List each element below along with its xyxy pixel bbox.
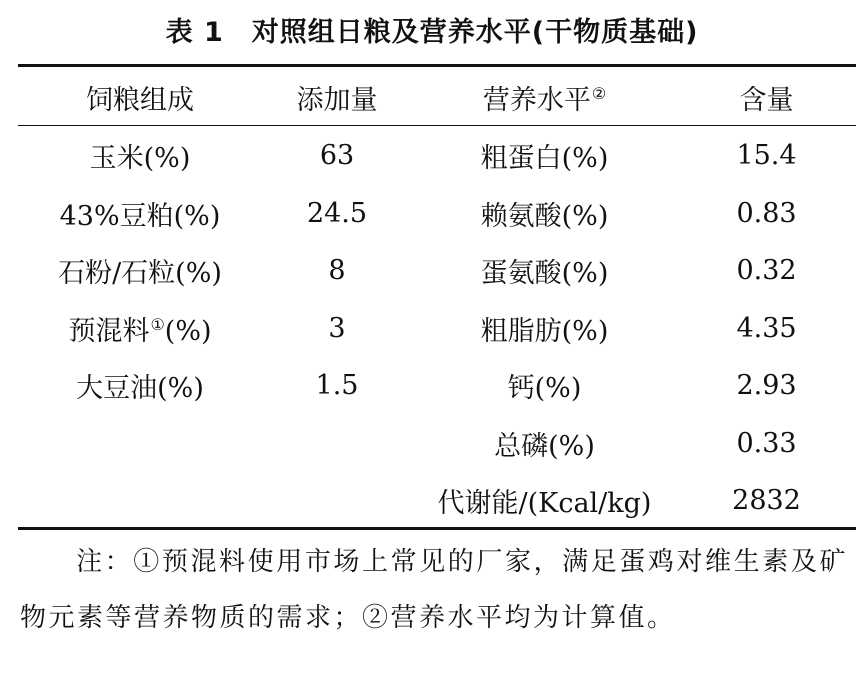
composition-label: 预混料 bbox=[68, 315, 150, 347]
cell-composition bbox=[18, 124, 262, 185]
cell-content: 0.32 bbox=[736, 255, 797, 287]
cell-content: 2.93 bbox=[736, 370, 797, 402]
table-row bbox=[18, 357, 856, 415]
header-composition: 饲粮组成 bbox=[86, 84, 194, 116]
cell-nutrient: 代谢能/(Kcal/kg) bbox=[437, 488, 652, 520]
cell-amount: 24.5 bbox=[306, 197, 368, 229]
table-row bbox=[18, 300, 856, 358]
cell-amount bbox=[262, 415, 412, 473]
table-row bbox=[18, 242, 856, 300]
table-note bbox=[20, 534, 848, 646]
cell-amount: 8 bbox=[328, 255, 346, 287]
cell-composition bbox=[18, 415, 262, 473]
cell-composition bbox=[18, 242, 262, 300]
cell-amount bbox=[262, 472, 412, 530]
cell-composition bbox=[18, 472, 262, 530]
header-nutrient-label: 营养水平 bbox=[482, 84, 591, 116]
cell-nutrient: 钙(%) bbox=[507, 373, 582, 405]
cell-amount: 1.5 bbox=[315, 370, 359, 402]
table-title: 表 1 对照组日粮及营养水平(干物质基础) bbox=[165, 17, 699, 48]
composition-label: 玉米(%) bbox=[89, 143, 191, 175]
header-content: 含量 bbox=[739, 84, 794, 116]
cell-nutrient: 蛋氨酸(%) bbox=[480, 258, 609, 290]
table-row bbox=[18, 415, 856, 473]
table-row bbox=[18, 124, 856, 185]
cell-content: 2832 bbox=[732, 485, 801, 517]
cell-amount: 3 bbox=[328, 312, 346, 344]
composition-label: 43%豆粕(%) bbox=[59, 200, 221, 232]
top-rule bbox=[18, 64, 856, 67]
header-nutrient bbox=[412, 70, 677, 124]
composition-label: 石粉/石粒(%) bbox=[58, 258, 222, 290]
cell-composition bbox=[18, 185, 262, 243]
cell-content: 0.33 bbox=[736, 427, 797, 459]
composition-unit: (%) bbox=[164, 315, 212, 347]
note-text: 注：①预混料使用市场上常见的厂家，满足蛋鸡对维生素及矿物元素等营养物质的需求；②营养水平均为计算值。 bbox=[20, 547, 848, 633]
table-row bbox=[18, 472, 856, 530]
footnote-mark-2: ② bbox=[591, 83, 607, 103]
cell-content: 15.4 bbox=[736, 140, 797, 172]
footnote-mark-1: ① bbox=[150, 314, 165, 334]
cell-nutrient: 总磷(%) bbox=[494, 430, 595, 462]
cell-amount: 63 bbox=[319, 140, 355, 172]
cell-content: 0.83 bbox=[736, 197, 797, 229]
cell-composition bbox=[18, 357, 262, 415]
header-row bbox=[18, 70, 856, 124]
table-row bbox=[18, 185, 856, 243]
diet-table bbox=[18, 70, 856, 530]
cell-nutrient: 粗脂肪(%) bbox=[480, 315, 609, 347]
cell-nutrient: 粗蛋白(%) bbox=[480, 143, 609, 175]
header-amount: 添加量 bbox=[296, 84, 378, 116]
cell-composition bbox=[18, 300, 262, 358]
composition-label: 大豆油(%) bbox=[76, 373, 204, 405]
cell-nutrient: 赖氨酸(%) bbox=[480, 200, 609, 232]
cell-content: 4.35 bbox=[736, 312, 797, 344]
